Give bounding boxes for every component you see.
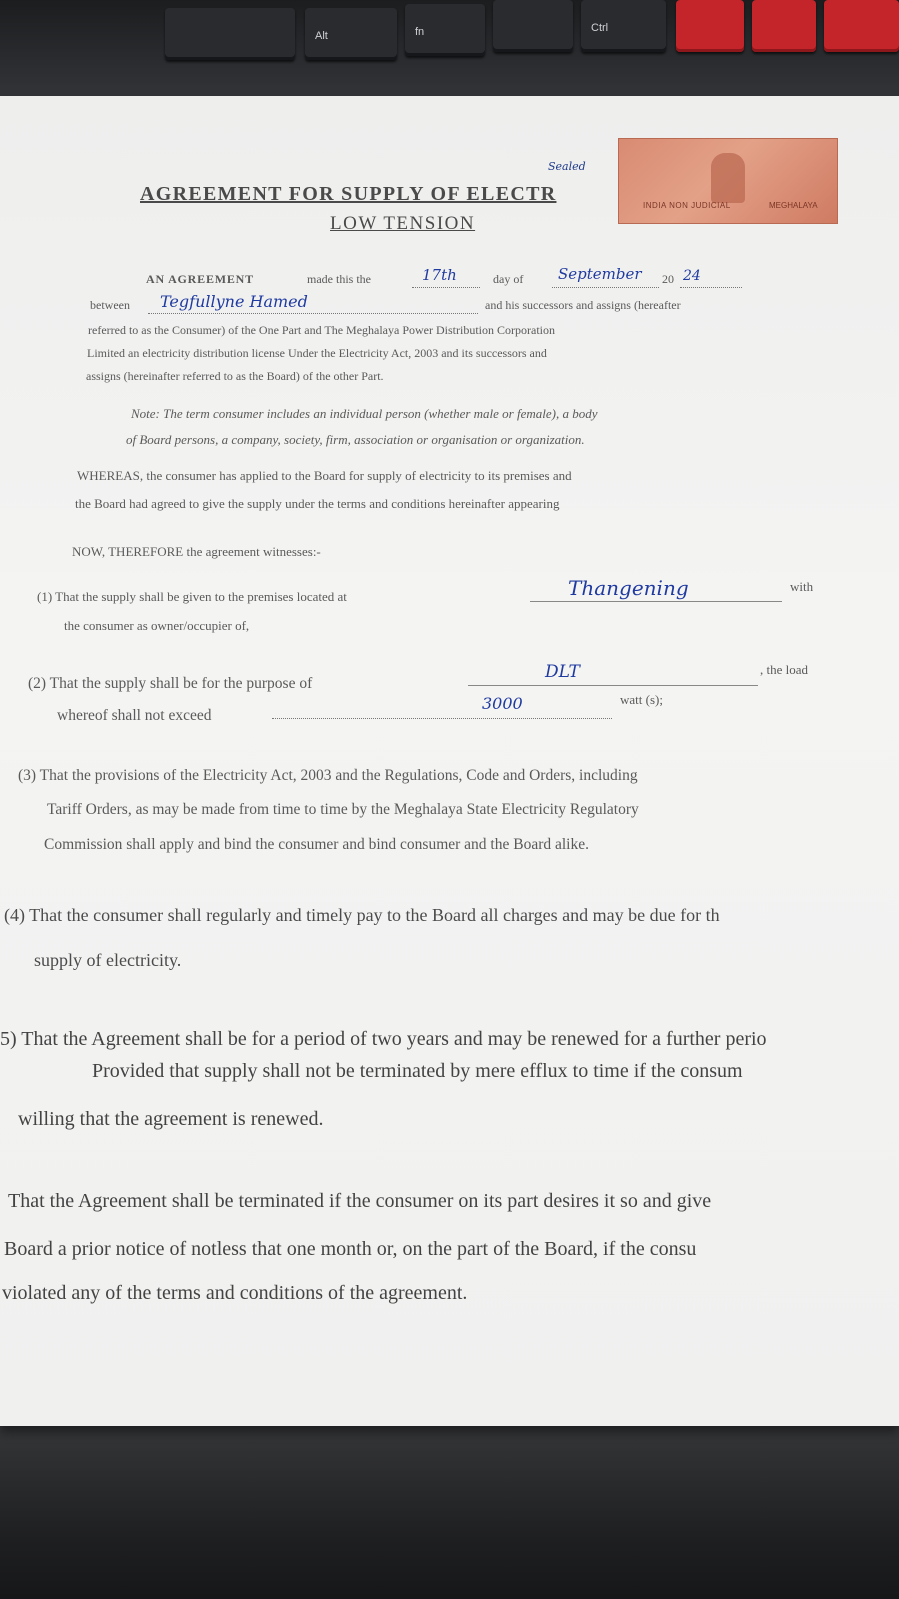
clause-2-suffix: , the load: [760, 662, 809, 677]
clause-2-text: (2) That the supply shall be for the purpose of: [28, 675, 313, 692]
keyboard-key: [165, 8, 295, 60]
clause-4-text: supply of electricity.: [34, 950, 182, 970]
purpose-blank: [468, 684, 758, 686]
handwritten-year: 24: [683, 268, 701, 284]
fn-key-label: fn: [415, 26, 425, 38]
clause-2-suffix: watt (s);: [620, 692, 663, 707]
clause-5-text: willing that the agreement is renewed.: [18, 1108, 324, 1130]
clause-3-text: Commission shall apply and bind the consumer and bind consumer and the Board alike.: [44, 836, 589, 853]
stamp-signature: Sealed: [548, 160, 586, 173]
keyboard-background: [0, 0, 899, 105]
clause-2-text: whereof shall not exceed: [57, 707, 212, 724]
clause-6-text: That the Agreement shall be terminated if the consumer on its part desires it so and give: [8, 1190, 712, 1212]
alt-key-label: Alt: [315, 30, 328, 42]
document-subtitle: LOW TENSION: [330, 213, 476, 234]
emblem-icon: [711, 153, 745, 203]
clause-5-text: Provided that supply shall not be terminated by mere efflux to time if the consum: [92, 1060, 743, 1082]
clause-1-text: (1) That the supply shall be given to the premises located at: [37, 589, 347, 604]
ctrl-key-label: Ctrl: [591, 22, 609, 34]
keyboard-key: [493, 0, 573, 52]
fn-key: [405, 4, 485, 56]
agreement-intro-label: AN AGREEMENT: [146, 272, 254, 286]
agreement-document: [0, 96, 899, 1426]
month-blank: [552, 286, 659, 288]
ctrl-key: [581, 0, 666, 52]
clause-6-text: violated any of the terms and conditions of the agreement.: [2, 1282, 468, 1304]
handwritten-day: 17th: [422, 266, 457, 284]
stamp-text: INDIA NON JUDICIAL: [643, 201, 731, 210]
year-prefix: 20: [662, 272, 674, 286]
agreement-intro-text: made this the: [307, 272, 371, 286]
agreement-paragraph-line: assigns (hereinafter referred to as the Board) of the other Part.: [86, 369, 384, 383]
now-therefore-text: NOW, THEREFORE the agreement witnesses:-: [72, 544, 321, 559]
desk-surface: [0, 1400, 899, 1599]
clause-6-text: Board a prior notice of notless that one month or, on the part of the Board, if the consu: [4, 1238, 697, 1260]
alt-key: [305, 8, 397, 60]
handwritten-consumer-name: Tegfullyne Hamed: [160, 292, 308, 311]
stamp-value: MEGHALAYA: [769, 201, 818, 210]
consumer-name-blank: [148, 312, 478, 314]
clause-1-text: the consumer as owner/occupier of,: [64, 618, 250, 633]
premises-location-blank: [530, 600, 782, 602]
clause-1-suffix: with: [790, 579, 814, 594]
clause-3-text: (3) That the provisions of the Electricity Act, 2003 and the Regulations, Code and Orders, including: [18, 767, 638, 784]
year-blank: [680, 286, 742, 288]
red-key: [824, 0, 899, 52]
whereas-text: WHEREAS, the consumer has applied to the Board for supply of electricity to its premises and: [77, 468, 572, 483]
handwritten-purpose: DLT: [545, 662, 580, 682]
handwritten-location: Thangening: [568, 576, 689, 600]
successors-text: and his successors and assigns (hereafter: [485, 298, 681, 312]
clause-5-text: 5) That the Agreement shall be for a period of two years and may be renewed for a further perio: [0, 1028, 767, 1050]
clause-4-text: (4) That the consumer shall regularly and timely pay to the Board all charges and may be due for th: [4, 905, 720, 925]
load-blank: [272, 717, 612, 719]
between-label: between: [90, 298, 130, 312]
agreement-paragraph-line: referred to as the Consumer) of the One Part and The Meghalaya Power Distribution Corporation: [88, 323, 555, 337]
handwritten-load: 3000: [482, 694, 523, 713]
note-text: of Board persons, a company, society, firm, association or organisation or organization.: [126, 432, 585, 447]
red-key: [752, 0, 816, 52]
handwritten-month: September: [558, 265, 642, 283]
day-of-label: day of: [493, 272, 524, 286]
revenue-stamp: [618, 138, 838, 224]
agreement-paragraph-line: Limited an electricity distribution license Under the Electricity Act, 2003 and its successors and: [87, 346, 547, 360]
clause-3-text: Tariff Orders, as may be made from time to time by the Meghalaya State Electricity Regulatory: [47, 801, 639, 818]
note-text: Note: The term consumer includes an individual person (whether male or female), a body: [131, 406, 598, 421]
document-title: AGREEMENT FOR SUPPLY OF ELECTR: [140, 183, 557, 205]
red-key: [676, 0, 744, 52]
whereas-text: the Board had agreed to give the supply under the terms and conditions hereinafter appearing: [75, 496, 560, 511]
day-blank: [412, 286, 480, 288]
